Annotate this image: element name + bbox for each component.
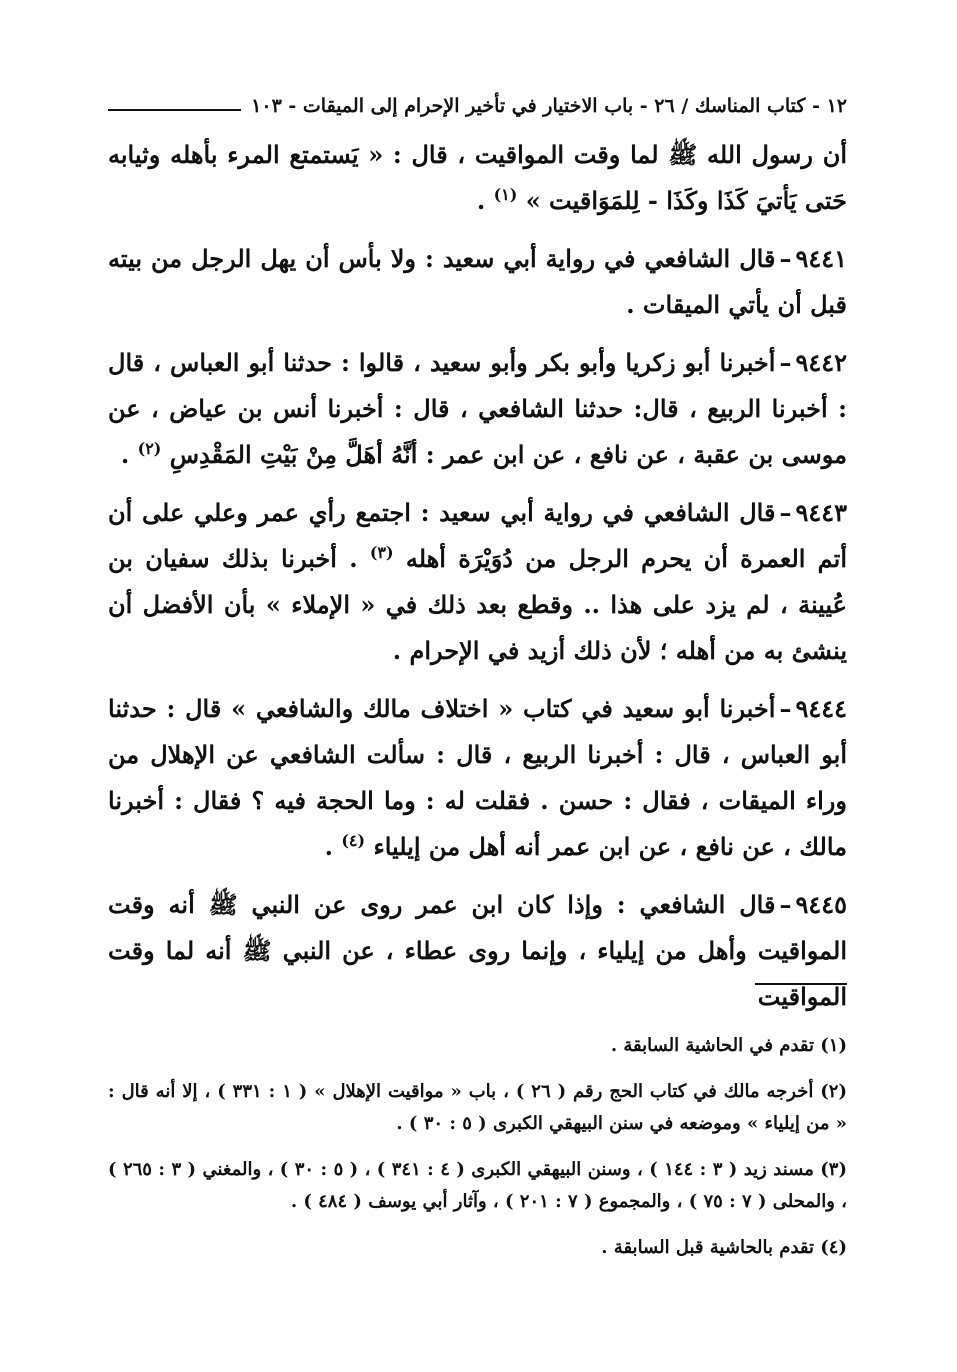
paragraph-9441 (108, 236, 847, 328)
footnote-ref: (١) (493, 185, 518, 204)
paragraph-9444 (108, 686, 847, 870)
paragraph-text: قال الشافعي في رواية أبي سعيد : اجتمع رأي عمر وعلي على أن أتم العمرة أن يحرم الرجل من دُوَيْرَة أهله (108, 498, 848, 573)
hadith-number: ٩٤٤٥ (795, 890, 847, 919)
header-rule (108, 109, 241, 111)
paragraph-text: قال الشافعي : وإذا كان ابن عمر روى عن النبي ﷺ أنه وقت المواقيت وأهل من إيلياء ، وإنما روى عطاء ، عن النبي ﷺ أنه لما وقت المواقيت (108, 890, 848, 1011)
hadith-number: ٩٤٤١ (795, 244, 847, 273)
paragraph-tail: . (324, 832, 342, 861)
main-text (108, 132, 847, 1032)
footnote-ref: (٢) (137, 439, 162, 458)
paragraph-text: أن رسول الله ﷺ لما وقت المواقيت ، قال : « يَستمتع المرء بأهله وثيابه حَتى يَأتيَ كَذَا وكَذَا - لِلمَوَاقيت » (108, 140, 847, 215)
footnote-1: (١) تقدم في الحاشية السابقة . (610, 1035, 847, 1056)
running-header (108, 84, 847, 120)
paragraph-text: أخبرنا أبو زكريا وأبو بكر وأبو سعيد ، قالوا : حدثنا أبو العباس ، قال : أخبرنا الربيع ، قال: حدثنا الشافعي ، قال : أخبرنا أنس بن عياض ، عن موسى بن عقبة ، عن نافع ، عن ابن عمر : أنَّهُ أهَلَّ مِنْ بَيْتِ المَقْدِسِ (108, 348, 847, 469)
footnote-ref: (٣) (369, 543, 394, 562)
paragraph-9445 (108, 882, 847, 1020)
paragraph-tail: . (120, 440, 138, 469)
hadith-number: ٩٤٤٢ (795, 348, 847, 377)
paragraph-9443 (108, 490, 847, 674)
footnote-4: (٤) تقدم بالحاشية قبل السابقة . (601, 1237, 847, 1258)
paragraph-tail: . (476, 186, 494, 215)
paragraph-text: أخبرنا أبو سعيد في كتاب « اختلاف مالك والشافعي » قال : حدثنا أبو العباس ، قال : أخبرنا الربيع ، قال : سألت الشافعي عن الإهلال من وراء الميقات ، فقال : حسن . فقلت له : وما الحجة فيه ؟ فقال : أخبرنا مالك ، عن نافع ، عن ابن عمر أنه أهل من إيلياء (108, 694, 847, 861)
paragraph-tail: . أخبرنا بذلك سفيان بن عُيينة ، لم يزد على هذا .. وقطع بعد ذلك في « الإملاء » بأن الأفضل أن ينشئ به من أهله ؛ لأن ذلك أزيد في الإحرام . (108, 544, 847, 665)
footnote-ref: (٤) (341, 831, 366, 850)
footnote-separator (755, 983, 847, 985)
paragraph-text: قال الشافعي في رواية أبي سعيد : ولا بأس أن يهل الرجل من بيته قبل أن يأتي الميقات . (108, 244, 847, 319)
number-dash: – (779, 694, 792, 723)
number-dash: – (779, 498, 792, 527)
running-header-text: ١٢ - كتاب المناسك / ٢٦ - باب الاختيار في تأخير الإحرام إلى الميقات - ١٠٣ (251, 95, 847, 117)
number-dash: – (779, 348, 792, 377)
footnote-3: (٣) مسند زيد ( ٣ : ١٤٤ ) ، وسنن البيهقي الكبرى ( ٤ : ٣٤١ ) ، ( ٥ : ٣٠ ) ، والمغني ( ٣ : ٢٦٥ ) ، والمحلى ( ٧ : ٧٥ ) ، والمجموع ( ٧ : ٢٠١ ) ، وآثار أبي يوسف ( ٤٨٤ ) . (108, 1159, 847, 1212)
hadith-number: ٩٤٤٤ (795, 694, 847, 723)
footnote-2: (٢) أخرجه مالك في كتاب الحج رقم ( ٢٦ ) ، باب « مواقيت الإهلال » ( ١ : ٣٣١ ) ، إلا أنه قال : « من إيلياء » وموضعه في سنن البيهقي الكبرى ( ٥ : ٣٠ ) . (108, 1081, 847, 1134)
paragraph-continuation (108, 132, 847, 224)
number-dash: – (779, 244, 792, 273)
footnotes (108, 1030, 847, 1278)
number-dash: – (779, 890, 792, 919)
paragraph-9442 (108, 340, 847, 478)
hadith-number: ٩٤٤٣ (795, 498, 847, 527)
